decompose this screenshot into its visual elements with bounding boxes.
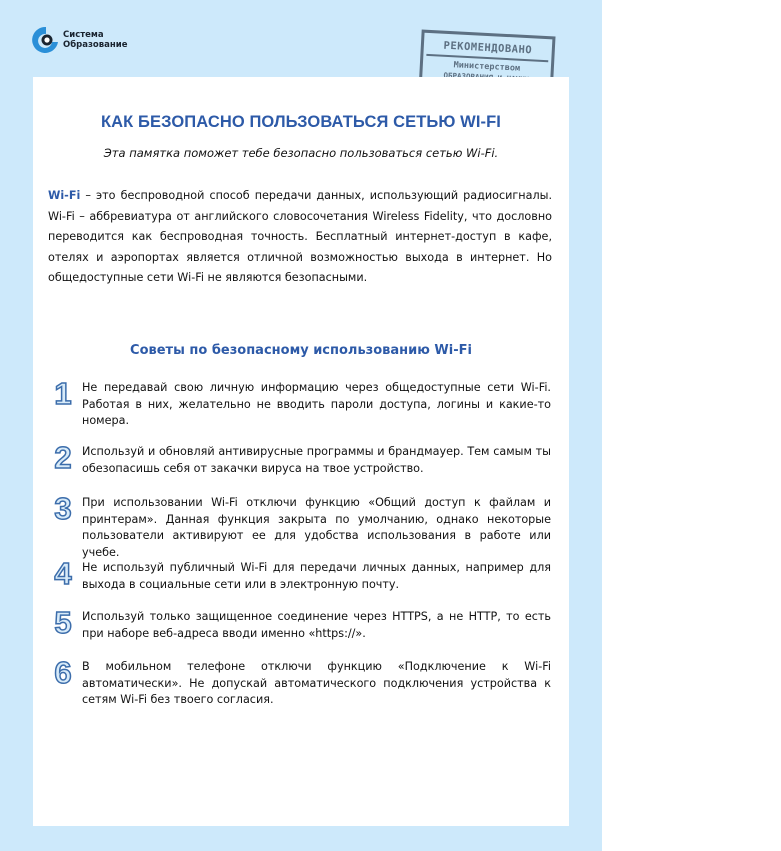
content-card: [33, 77, 569, 826]
tip-number: 3: [54, 491, 72, 526]
page-title: КАК БЕЗОПАСНО ПОЛЬЗОВАТЬСЯ СЕТЬЮ WI-FI: [101, 113, 501, 131]
tip-number: 4: [54, 556, 72, 591]
tip-number: 6: [54, 655, 72, 690]
tip-text: В мобильном телефоне отключи функцию «Подключение к Wi-Fi автоматически». Не допускай автоматического подключения устройства к сетям Wi-Fi без твоего согласия.: [82, 660, 551, 706]
intro-term: Wi-Fi: [48, 189, 81, 202]
logo-line1: Система: [63, 30, 104, 40]
logo-text: [63, 30, 127, 50]
tip-number: 2: [54, 440, 72, 475]
logo-icon: [32, 25, 60, 55]
tips-heading: Советы по безопасному использованию Wi-Fi: [130, 343, 472, 358]
tip-text: При использовании Wi-Fi отключи функцию «Общий доступ к файлам и принтерам». Данная функция закрыта по умолчанию, однако некоторые пользователи активируют ее для удобства использования в работе или учебе.: [82, 496, 551, 559]
tip-text: Не используй публичный Wi-Fi для передачи личных данных, например для выхода в социальные сети или в электронную почту.: [82, 561, 551, 591]
logo-line2: Образование: [63, 40, 128, 50]
page-subtitle: Эта памятка поможет тебе безопасно пользоваться сетью Wi-Fi.: [103, 146, 499, 160]
stamp-line2: Министерством: [453, 60, 521, 74]
stamp-line1: РЕКОМЕНДОВАНО: [426, 39, 549, 62]
tip-number: 5: [54, 605, 72, 640]
tip-text: Используй только защищенное соединение через HTTPS, а не HTTP, то есть при наборе веб-адреса вводи именно «https://».: [82, 610, 551, 640]
tip-number: 1: [54, 376, 72, 411]
intro-paragraph: [48, 186, 552, 289]
tip-text: Используй и обновляй антивирусные программы и брандмауер. Тем самым ты обезопасишь себя от закачки вируса на твое устройство.: [82, 445, 551, 475]
tip-text: Не передавай свою личную информацию через общедоступные сети Wi-Fi. Работая в них, желательно не вводить пароли доступа, логины и какие-то номера.: [82, 381, 551, 427]
intro-text: – это беспроводной способ передачи данных, использующий радиосигналы. Wi-Fi – аббревиатура от английского словосочетания Wireless Fidelity, что дословно переводится как беспроводная точность. Бесплатный интернет-доступ в кафе, отелях и аэропортах является отличной возможностью выхода в интернет. Но общедоступные сети Wi-Fi не являются безопасными.: [48, 189, 552, 285]
logo: [32, 25, 127, 55]
